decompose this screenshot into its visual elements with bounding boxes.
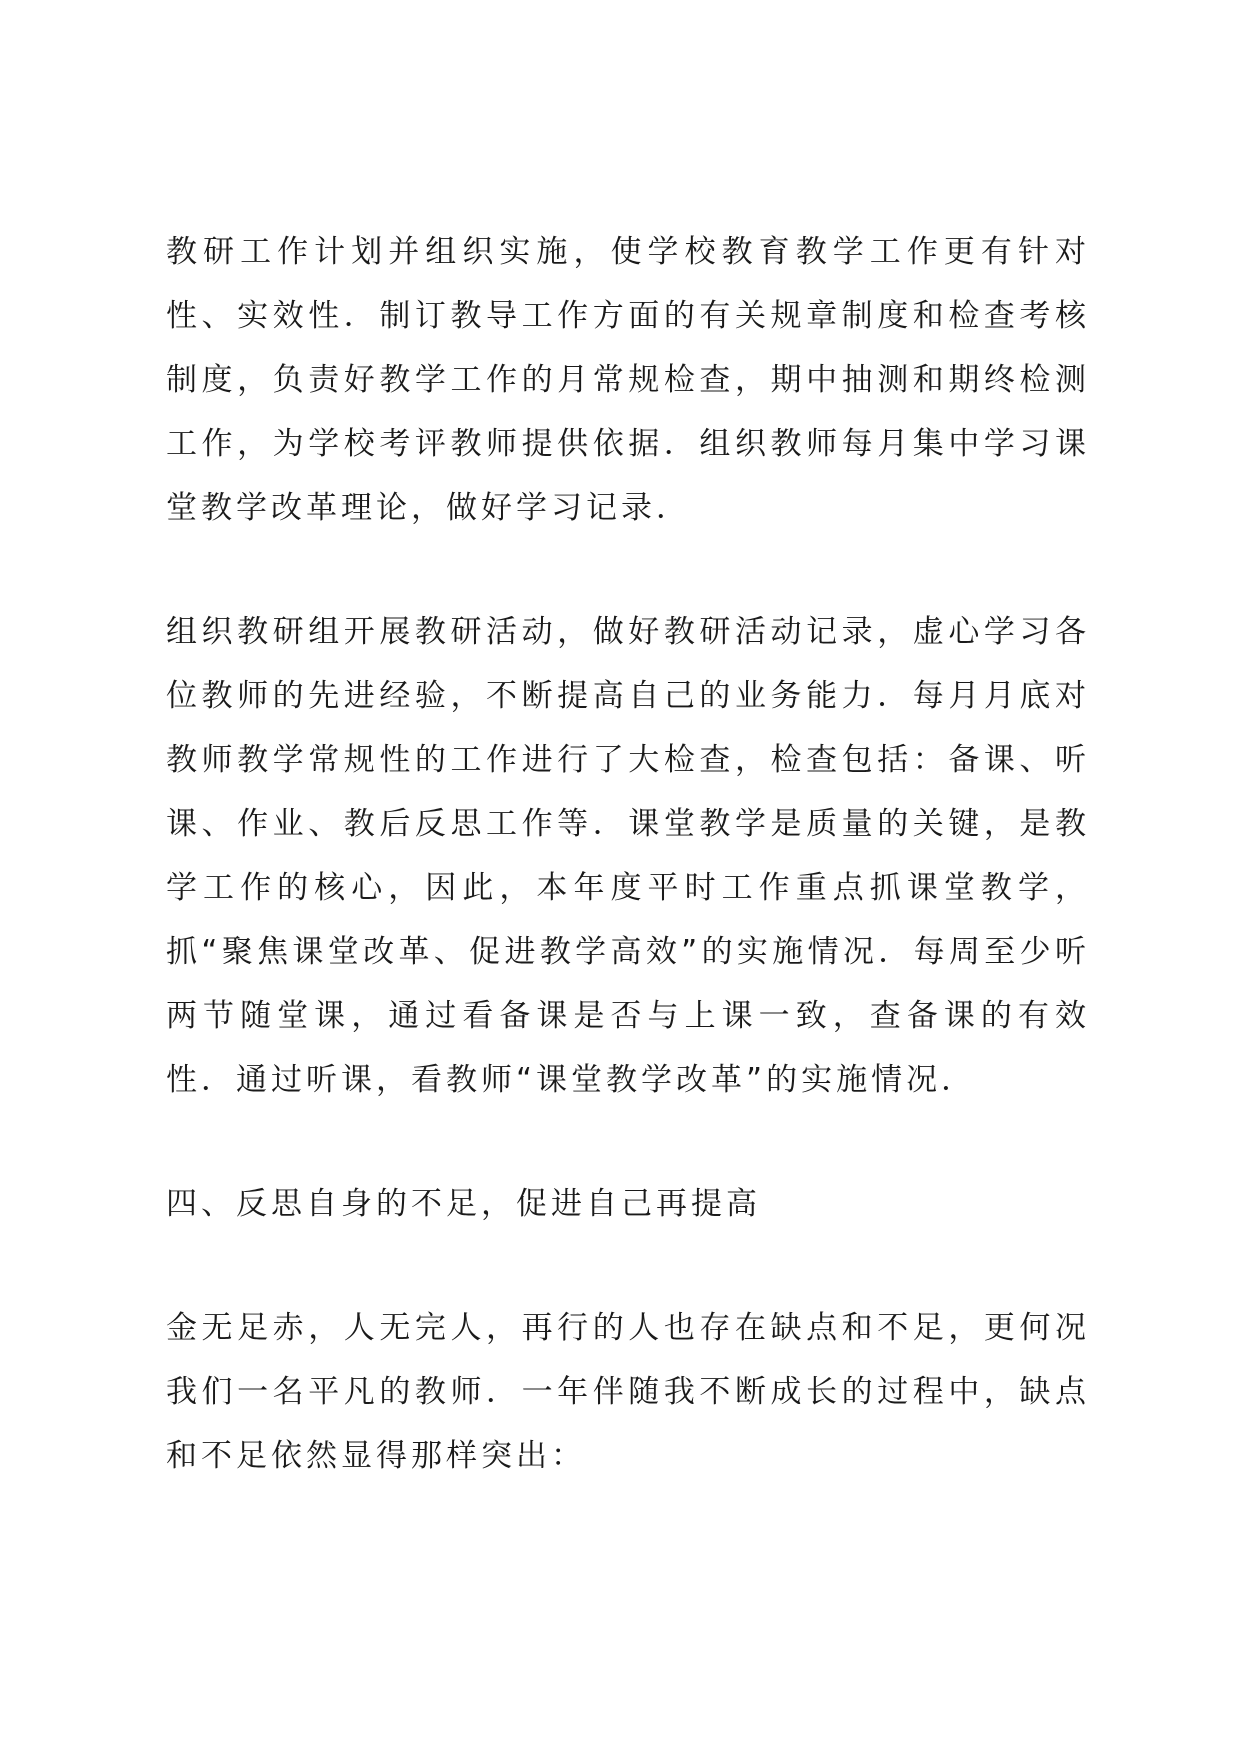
paragraph-shortcomings: 金无足赤，人无完人，再行的人也存在缺点和不足，更何况我们一名平凡的教师．一年伴随我不断成长的过程中，缺点和不足依然显得那样突出： xyxy=(166,1310,1090,1474)
paragraph-teaching-research-plan: 教研工作计划并组织实施，使学校教育教学工作更有针对性、实效性．制订教导工作方面的有关规章制度和检查考核制度，负责好教学工作的月常规检查，期中抽测和期终检测工作，为学校考评教师提供依据．组织教师每月集中学习课堂教学改革理论，做好学习记录． xyxy=(166,234,1090,526)
section-heading: 四、反思自身的不足，促进自己再提高 xyxy=(166,1186,761,1222)
document-body xyxy=(166,220,1090,1548)
paragraph-teaching-research-activities: 组织教研组开展教研活动，做好教研活动记录，虚心学习各位教师的先进经验，不断提高自己的业务能力．每月月底对教师教学常规性的工作进行了大检查，检查包括：备课、听课、作业、教后反思工作等．课堂教学是质量的关键，是教学工作的核心，因此，本年度平时工作重点抓课堂教学，抓“聚焦课堂改革、促进教学高效”的实施情况．每周至少听两节随堂课，通过看备课是否与上课一致，查备课的有效性．通过听课，看教师“课堂教学改革”的实施情况． xyxy=(166,614,1090,1098)
